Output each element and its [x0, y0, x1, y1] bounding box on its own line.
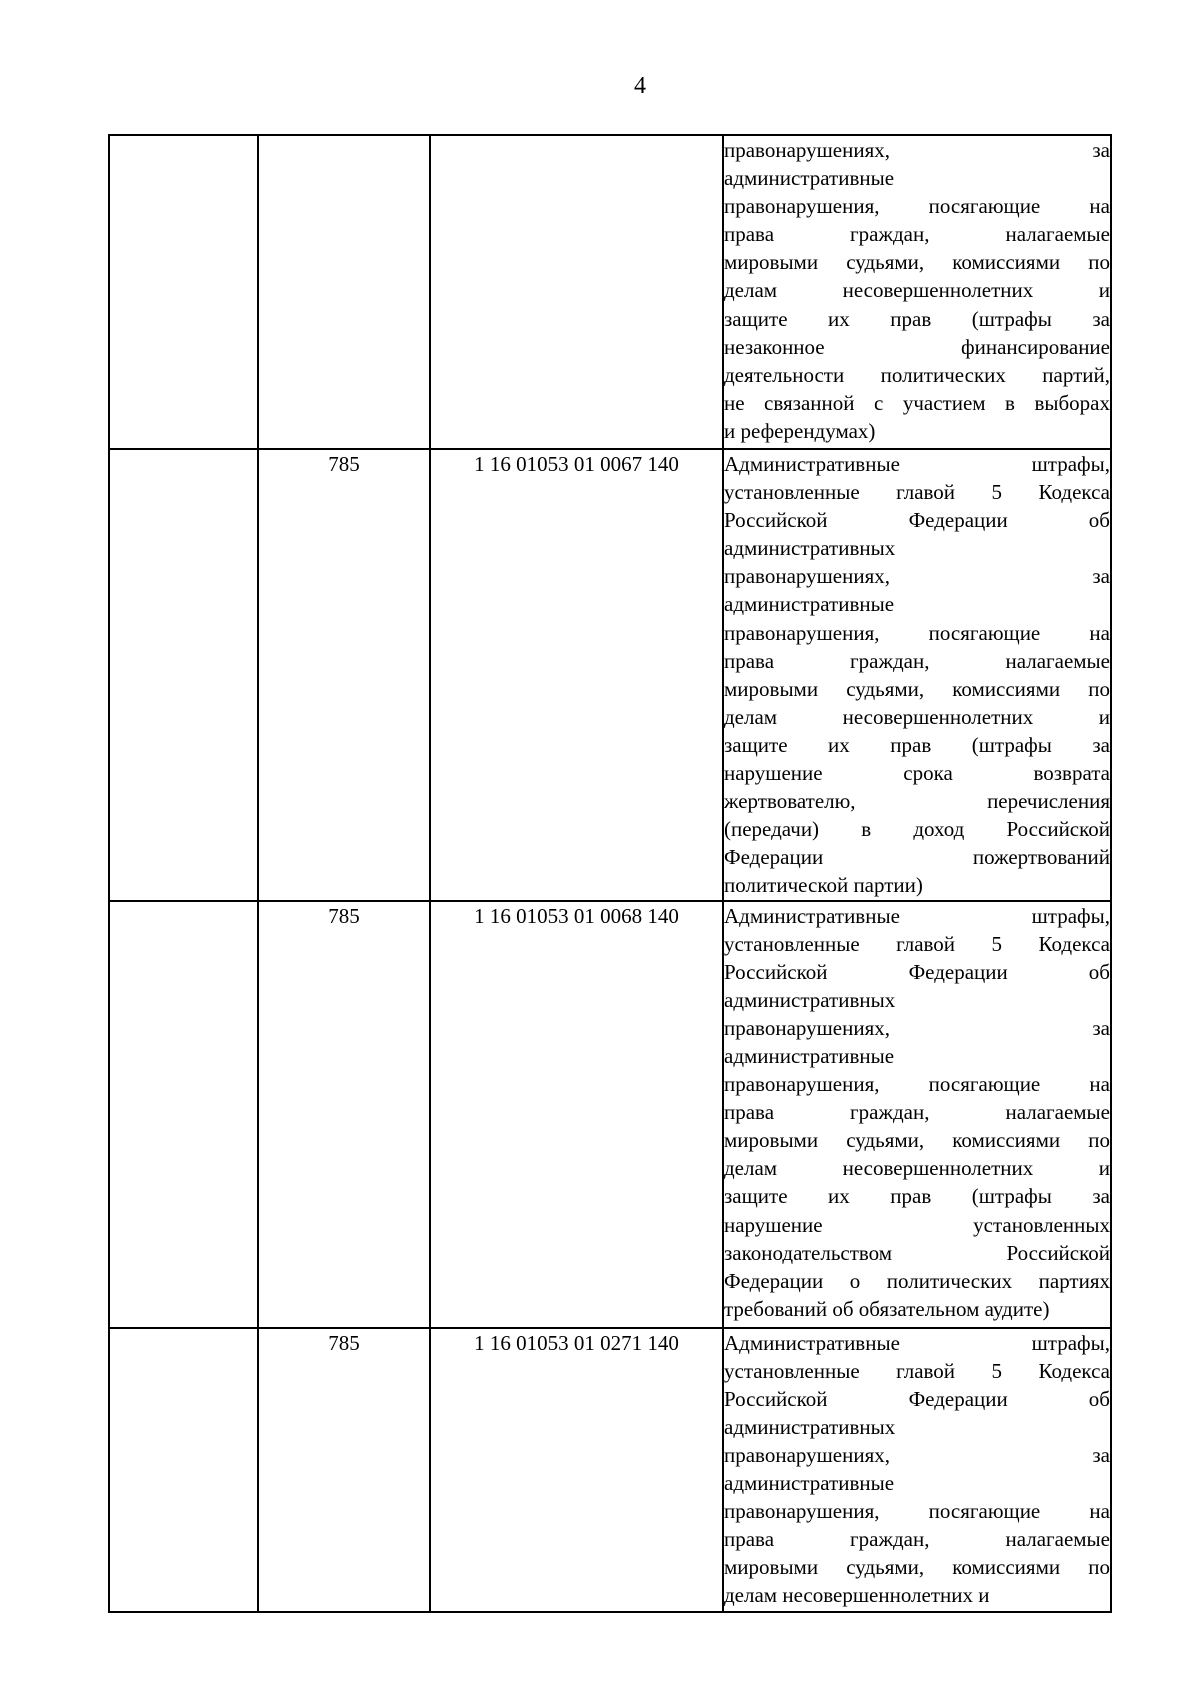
- table-row: [109, 449, 1111, 901]
- empty-cell: [109, 1328, 258, 1612]
- description-line: Административные штрафы,: [724, 903, 1110, 928]
- description-line: административных: [724, 987, 896, 1012]
- description-line: Федерации о политических партиях: [724, 1268, 1110, 1293]
- description-line: права граждан, налагаемые: [724, 222, 1110, 247]
- admin-code-cell: 785: [258, 449, 430, 901]
- description-line: защите их прав (штрафы за: [724, 732, 1110, 757]
- admin-code-cell: 785: [258, 901, 430, 1328]
- admin-code-cell: [258, 135, 430, 449]
- description-line: и референдумах): [724, 418, 876, 443]
- kbk-code-cell: [430, 135, 723, 449]
- description-line: законодательством Российской: [724, 1240, 1110, 1265]
- description-line: делам несовершеннолетних и: [724, 1583, 990, 1608]
- description-line: политической партии): [724, 873, 923, 898]
- page-number: 4: [634, 73, 646, 99]
- description-line: Российской Федерации об: [724, 959, 1110, 984]
- description-line: мировыми судьями, комиссиями по: [724, 1128, 1110, 1153]
- description-line: делам несовершеннолетних и: [724, 278, 1110, 303]
- description-cell: [723, 1328, 1111, 1612]
- empty-cell: [109, 135, 258, 449]
- description-line: Федерации пожертвований: [724, 845, 1110, 870]
- description-line: нарушение срока возврата: [724, 761, 1110, 786]
- kbk-code-cell: 1 16 01053 01 0271 140: [430, 1328, 723, 1612]
- description-line: правонарушения, посягающие на: [724, 1499, 1110, 1524]
- description-line: правонарушения, посягающие на: [724, 620, 1110, 645]
- description-line: деятельности политических партий,: [724, 362, 1110, 387]
- kbk-code-cell: 1 16 01053 01 0067 140: [430, 449, 723, 901]
- description-line: права граждан, налагаемые: [724, 648, 1110, 673]
- description-line: Административные штрафы,: [724, 452, 1110, 476]
- description-line: установленные главой 5 Кодекса: [724, 480, 1110, 505]
- description-line: права граждан, налагаемые: [724, 1100, 1110, 1125]
- table-body: [109, 135, 1111, 1612]
- description-line: установленные главой 5 Кодекса: [724, 1358, 1110, 1383]
- empty-cell: [109, 449, 258, 901]
- description-line: незаконное финансирование: [724, 334, 1110, 359]
- description-cell: [723, 449, 1111, 901]
- description-line: Российской Федерации об: [724, 1386, 1110, 1411]
- description-line: административных: [724, 1414, 896, 1439]
- description-line: установленные главой 5 Кодекса: [724, 931, 1110, 956]
- description-line: правонарушениях, за: [724, 1442, 1110, 1467]
- description-line: мировыми судьями, комиссиями по: [724, 250, 1110, 275]
- description-line: административных: [724, 536, 896, 561]
- description-line: Российской Федерации об: [724, 508, 1110, 533]
- description-line: права граждан, налагаемые: [724, 1527, 1110, 1552]
- description-line: административные: [724, 592, 895, 617]
- description-line: правонарушениях, за: [724, 1015, 1110, 1040]
- table-row: [109, 1328, 1111, 1612]
- description-line: защите их прав (штрафы за: [724, 306, 1110, 331]
- empty-cell: [109, 901, 258, 1328]
- kbk-code-cell: 1 16 01053 01 0068 140: [430, 901, 723, 1328]
- description-line: не связанной с участием в выборах: [724, 390, 1110, 415]
- table-row: [109, 901, 1111, 1328]
- description-line: мировыми судьями, комиссиями по: [724, 1555, 1110, 1580]
- description-line: требований об обязательном аудите): [724, 1296, 1050, 1321]
- description-line: делам несовершеннолетних и: [724, 704, 1110, 729]
- description-line: нарушение установленных: [724, 1212, 1110, 1237]
- description-line: (передачи) в доход Российской: [724, 817, 1110, 842]
- description-cell: [723, 901, 1111, 1328]
- description-line: административные: [724, 1470, 895, 1495]
- description-line: Административные штрафы,: [724, 1330, 1110, 1355]
- description-line: жертвователю, перечисления: [724, 789, 1110, 814]
- description-line: делам несовершеннолетних и: [724, 1156, 1110, 1181]
- description-line: правонарушениях, за: [724, 564, 1110, 589]
- description-line: правонарушениях, за: [724, 138, 1110, 162]
- description-line: мировыми судьями, комиссиями по: [724, 676, 1110, 701]
- description-line: административные: [724, 166, 895, 191]
- description-line: административные: [724, 1043, 895, 1068]
- description-line: защите их прав (штрафы за: [724, 1184, 1110, 1209]
- table-row: [109, 135, 1111, 449]
- description-line: правонарушения, посягающие на: [724, 194, 1110, 219]
- admin-code-cell: 785: [258, 1328, 430, 1612]
- budget-codes-table: [108, 134, 1112, 1613]
- description-cell: [723, 135, 1111, 449]
- description-line: правонарушения, посягающие на: [724, 1072, 1110, 1097]
